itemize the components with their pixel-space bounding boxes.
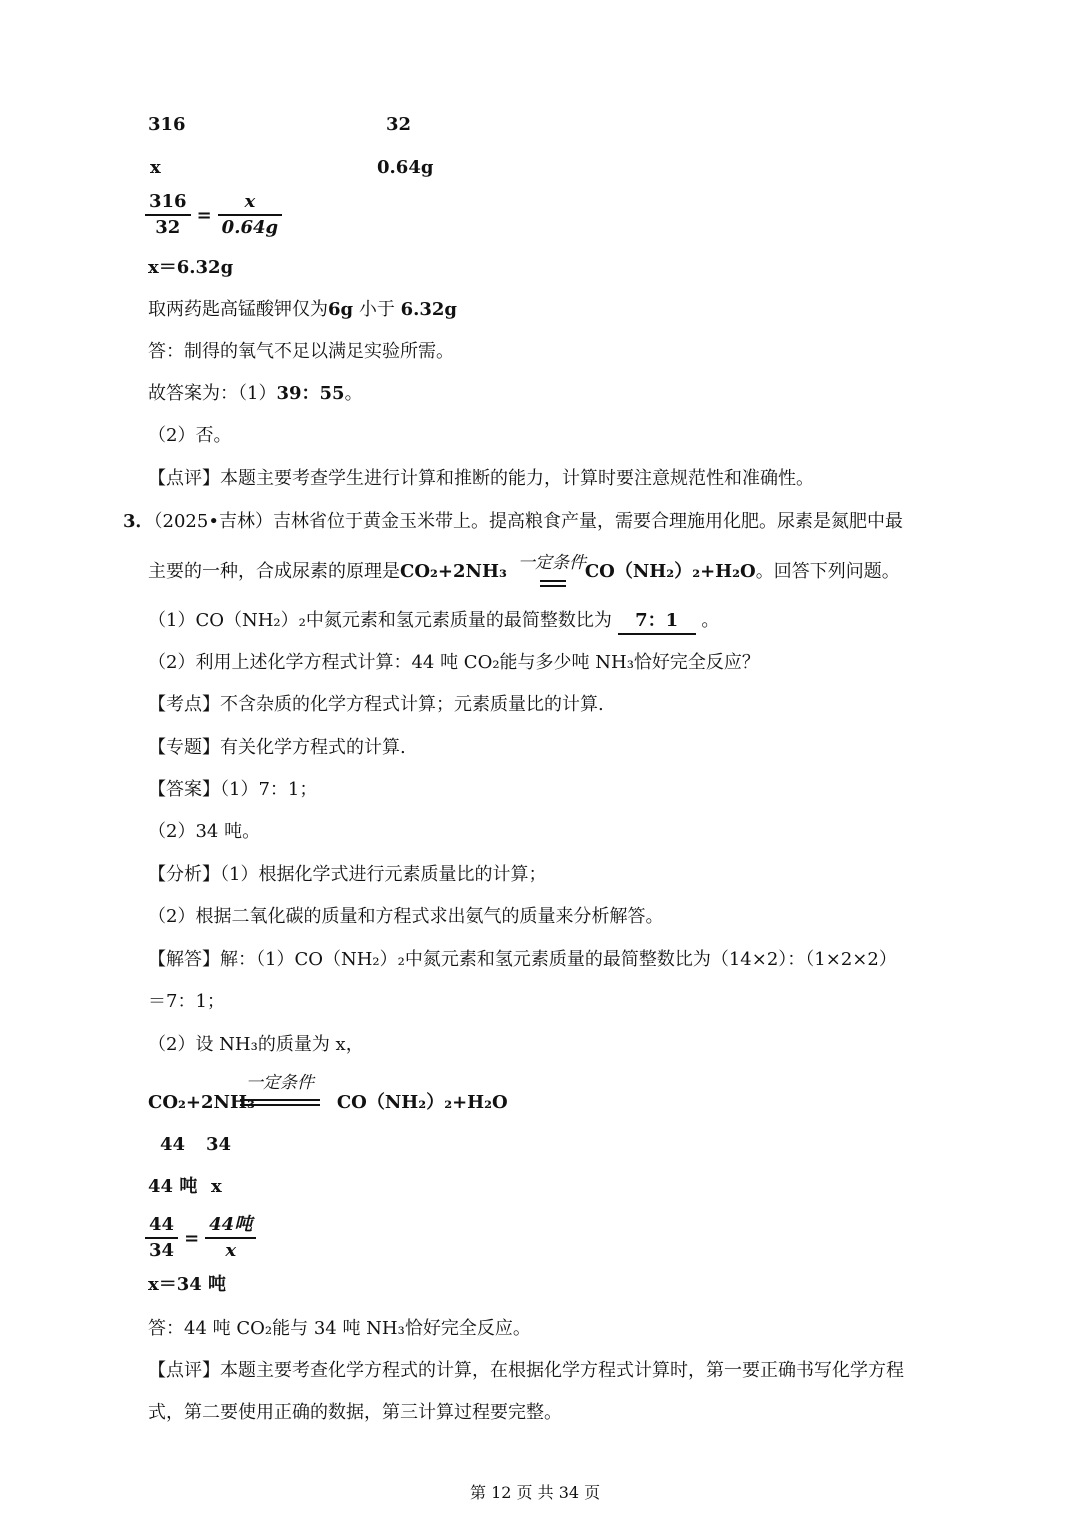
fenxi-line-1: 【分析】（1）根据化学式进行元素质量比的计算； [148,864,547,885]
question-source: （2025•吉林） [153,511,273,532]
final-answer-line: 故答案为：（1）39：55。 [148,383,363,404]
question-3-part2: （2）利用上述化学方程式计算：44 吨 CO₂能与多少吨 NH₃恰好完全反应？ [148,652,760,673]
equation-products: CO（NH₂）₂+H₂O [336,1092,508,1113]
jieda-line-3: （2）设 NH₃的质量为 x， [148,1034,364,1055]
conclusion-line: 取两药匙高锰酸钾仅为6g 小于 6.32g [148,299,458,320]
fraction-numerator: x [244,191,256,212]
zhuanti-line: 【专题】有关化学方程式的计算. [148,737,406,758]
equation-reactants: CO₂+2NH₃ [148,1092,255,1113]
reaction-equals-sign [240,1099,320,1106]
question-3-stem-line1: 3．（2025•吉林）吉林省位于黄金玉米带上。提高粮食产量，需要合理施用化肥。尿素是氮肥中最 [123,511,903,532]
fraction-denominator: x [205,1237,256,1261]
question-3-part1: （1）CO（NH₂）₂中氮元素和氢元素质量的最简整数比为 7：1 。 [148,609,719,635]
answer-line: 答：44 吨 CO₂能与 34 吨 NH₃恰好完全反应。 [148,1318,531,1339]
result-line: x＝34 吨 [148,1274,227,1295]
proportion-equation-1: $\frac{316}{32}$ = $\frac{x}{0.64g}$ [147,192,280,238]
fraction-denominator: 0.64g [218,214,282,238]
jieda-line-2: ＝7：1； [148,991,225,1012]
page-footer: 第 12 页 共 34 页 [470,1483,601,1502]
jieda-line-1: 【解答】解：（1）CO（NH₂）₂中氮元素和氢元素质量的最简整数比为（14×2）：（1×2×2） [148,949,897,970]
fraction-numerator: 44 [149,1214,175,1235]
question-3-stem-line2: 主要的一种，合成尿素的原理是CO₂+2NH₃ CO（NH₂）₂+H₂O。回答下列问题。 [148,561,900,582]
reaction-condition-label: 一定条件 [518,553,586,573]
final-answer-part2: （2）否。 [148,425,232,446]
fenxi-line-2: （2）根据二氧化碳的质量和方程式求出氨气的质量来分析解答。 [148,906,664,927]
calc-var-44t: 44 吨 [148,1176,198,1197]
daan-line-2: （2）34 吨。 [148,821,261,842]
answer-blank: 7：1 [618,609,696,635]
fraction-denominator: 32 [145,214,191,238]
result-line: x＝6.32g [148,257,234,278]
comment-line-2: 式，第二要使用正确的数据，第三计算过程要完整。 [148,1402,562,1423]
fraction-numerator: 44吨 [209,1214,253,1235]
daan-line-1: 【答案】（1）7：1； [148,779,318,800]
calc-mass-32: 32 [386,114,412,135]
calc-var-x: x [150,157,161,178]
fraction-numerator: 316 [149,191,187,212]
proportion-equation-2: $\frac{44}{34}$ = $\frac{\text{44吨}}{x}$ [147,1215,254,1261]
fraction-denominator: 34 [145,1237,178,1261]
question-number: 3． [123,511,154,532]
answer-line: 答：制得的氧气不足以满足实验所需。 [148,341,454,362]
equation-reactants: CO₂+2NH₃ [400,561,507,582]
calc-mass-34: 34 [206,1134,232,1155]
equation-2 [148,1091,508,1115]
reaction-condition-label: 一定条件 [246,1073,314,1093]
calc-var-064g: 0.64g [377,157,434,178]
calc-mass-44: 44 [160,1134,186,1155]
kaodian-line: 【考点】不含杂质的化学方程式计算；元素质量比的计算. [148,694,604,715]
equation-products: CO（NH₂）₂+H₂O [584,561,756,582]
comment-line-1: 【点评】本题主要考查化学方程式的计算，在根据化学方程式计算时，第一要正确书写化学方程 [148,1360,904,1381]
reaction-equals-sign [540,580,566,587]
comment-paragraph: 【点评】本题主要考查学生进行计算和推断的能力，计算时要注意规范性和准确性。 [148,468,814,489]
calc-mass-316: 316 [148,114,186,135]
calc-var-x: x [211,1176,222,1197]
